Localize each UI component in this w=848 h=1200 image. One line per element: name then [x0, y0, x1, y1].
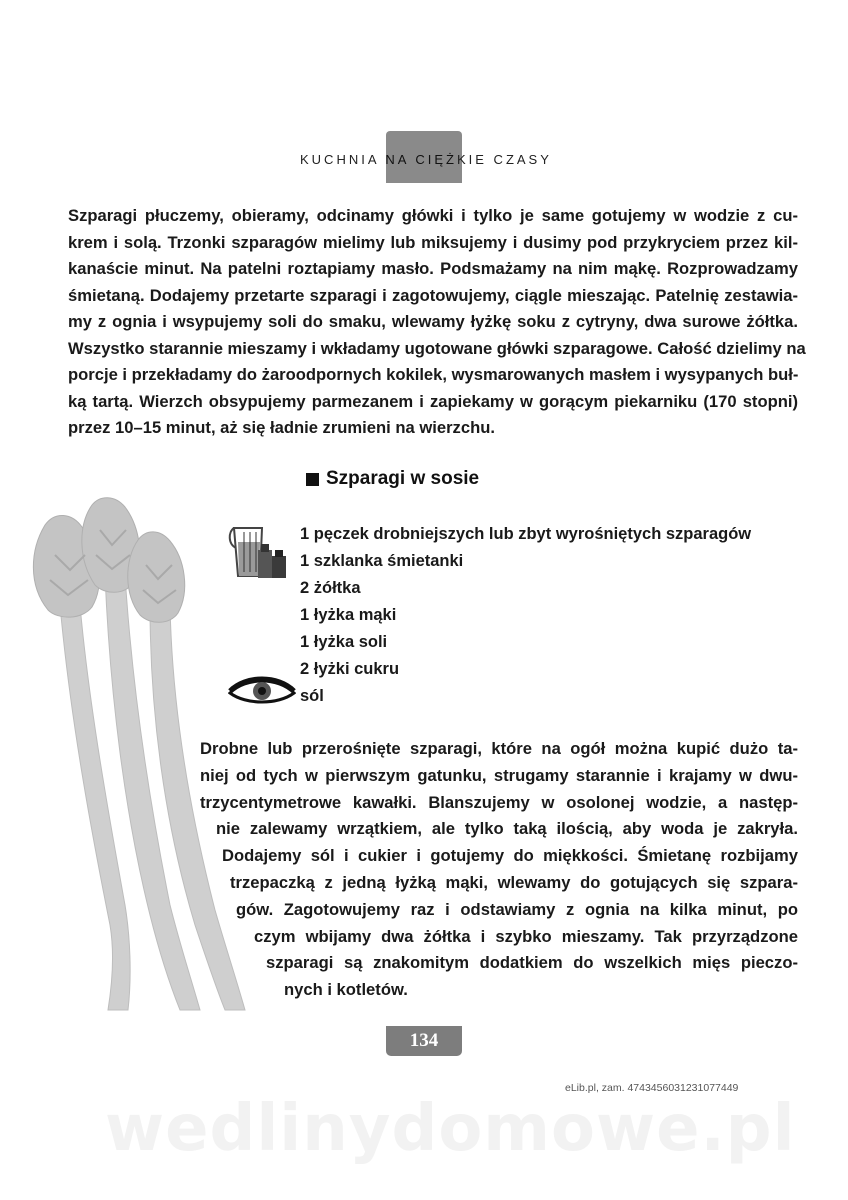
- text-line: przez 10–15 minut, aż się ładnie zrumieni na wierzchu.: [68, 418, 495, 437]
- text-line: Dodajemy sól i cukier i gotujemy do miękkości. Śmietanę rozbijamy: [222, 846, 798, 866]
- recipe-heading: [306, 468, 479, 490]
- ingredient-item: 1 szklanka śmietanki: [300, 552, 464, 570]
- text-line: porcje i przekładamy do żaroodpornych kokilek, wysmarowanych masłem i wysypanych buł-: [68, 365, 799, 384]
- running-header: [300, 152, 560, 167]
- text-line: my z ognia i wsypujemy soli do smaku, wlewamy łyżkę soku z cytryny, dwa surowe żółtka.: [68, 312, 798, 331]
- text-line: śmietaną. Dodajemy przetarte szparagi i zagotowujemy, ciągle mieszając. Patelnię zestawia-: [68, 285, 798, 305]
- paragraph-intro: [68, 203, 806, 442]
- header-title-part3: KIE CZASY: [456, 152, 552, 167]
- header-underline: [386, 176, 462, 182]
- ingredients-list: [300, 521, 751, 710]
- bullet-square-icon: [306, 473, 319, 486]
- text-line: Wszystko starannie mieszamy i wkładamy ugotowane główki szparagowe. Całość dzielimy na: [68, 338, 806, 358]
- text-line: niej od tych w pierwszym gatunku, strugamy starannie i krajamy w dwu-: [200, 765, 798, 785]
- text-line: czym wbijamy dwa żółtka i szybko mieszamy. Tak przyrządzone: [254, 926, 798, 946]
- text-line: ką tartą. Wierzch obsypujemy parmezanem i zapiekamy w gorącym piekarniku (170 stopni): [68, 391, 798, 411]
- text-line: trzycentymetrowe kawałki. Blanszujemy w osolonej wodzie, a następ-: [200, 792, 798, 812]
- text-line: Drobne lub przerośnięte szparagi, które na ogół można kupić dużo ta-: [200, 739, 798, 758]
- measuring-jug-icon: [228, 522, 290, 582]
- text-line: Szparagi płuczemy, obieramy, odcinamy główki i tylko je same gotujemy w wodzie z cu-: [68, 206, 798, 225]
- text-line: trzepaczką z jedną łyżką mąki, wlewamy do gotujących się szpara-: [230, 872, 798, 892]
- text-line: kanaście minut. Na patelni roztapiamy masło. Podsmażamy na nim mąkę. Rozprowadzamy: [68, 259, 798, 278]
- text-line: gów. Zagotowujemy raz i odstawiamy z ognia na kilka minut, po: [236, 899, 798, 919]
- ingredient-item: 1 łyżka soli: [300, 633, 388, 651]
- watermark: wedlinydomowe.pl: [105, 1092, 796, 1166]
- text-line: krem i solą. Trzonki szparagów mielimy lub miksujemy i dusimy pod przykryciem przez kil-: [68, 232, 798, 252]
- eye-icon: [228, 675, 296, 707]
- ingredient-item: sól: [300, 687, 324, 705]
- ingredient-item: 2 łyżki cukru: [300, 660, 400, 678]
- text-line: nie zalewamy wrzątkiem, ale tylko taką ilością, aby woda je zakryła.: [216, 819, 798, 839]
- recipe-title: Szparagi w sosie: [326, 468, 480, 489]
- elib-note: eLib.pl, zam. 4743456031231077449: [565, 1082, 739, 1094]
- ingredient-item: 1 łyżka mąki: [300, 606, 397, 624]
- header-title-part1: KUCHNIA: [300, 152, 386, 167]
- ingredient-item: 1 pęczek drobniejszych lub zbyt wyrośniętych szparagów: [300, 525, 752, 543]
- header-title-part2: NA CIĘŻ: [385, 152, 457, 167]
- paragraph-recipe: [150, 736, 798, 1004]
- text-line: nych i kotletów.: [284, 980, 408, 1000]
- ingredient-item: 2 żółtka: [300, 579, 361, 597]
- page-number: 134: [409, 1030, 439, 1051]
- text-line: szparagi są znakomitym dodatkiem do wszelkich mięs pieczo-: [266, 953, 798, 973]
